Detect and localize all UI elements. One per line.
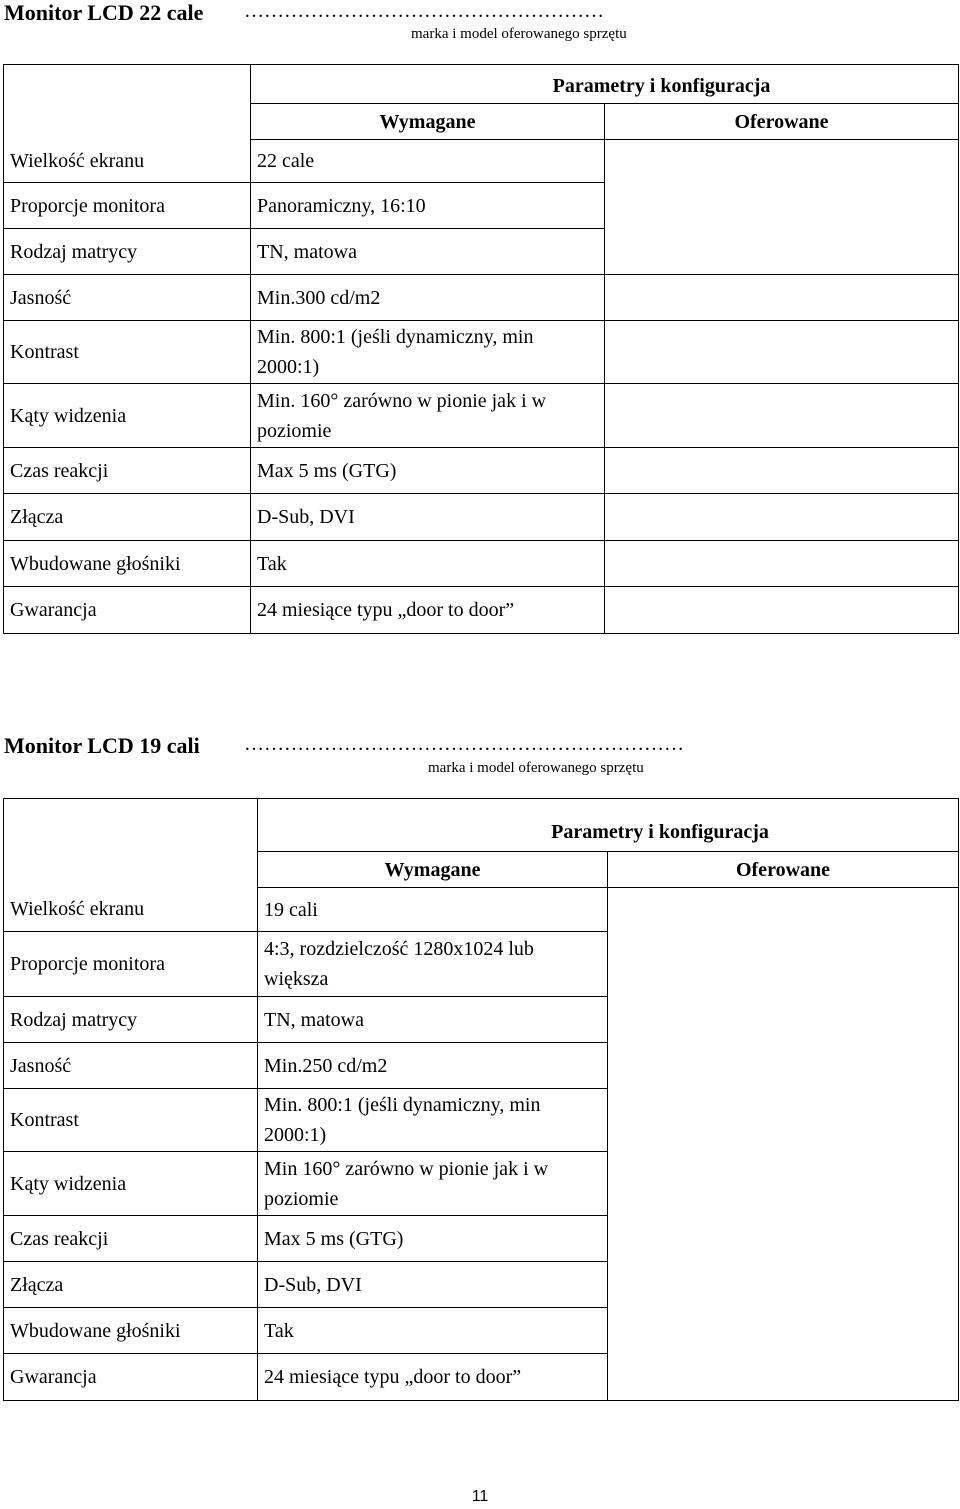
- param-offered: [605, 321, 959, 384]
- param-label: Gwarancja: [4, 1354, 258, 1401]
- param-label: Proporcje monitora: [4, 932, 258, 997]
- spacer-cell: [4, 65, 251, 104]
- param-required: D-Sub, DVI: [258, 1262, 608, 1308]
- param-label: Proporcje monitora: [4, 183, 251, 229]
- param-required: TN, matowa: [251, 229, 605, 275]
- param-required: Min.300 cd/m2: [251, 275, 605, 321]
- param-label: Czas reakcji: [4, 1216, 258, 1262]
- param-label: Kąty widzenia: [4, 384, 251, 448]
- section-title: Monitor LCD 19 cali: [4, 733, 200, 758]
- param-required: 24 miesiące typu „door to door”: [258, 1354, 608, 1401]
- section-title: Monitor LCD 22 cale: [4, 0, 204, 25]
- model-fill-line: …………………………………………………………: [244, 733, 684, 755]
- param-required: Min. 800:1 (jeśli dynamiczny, min 2000:1): [258, 1089, 608, 1152]
- param-offered: [608, 1262, 959, 1308]
- param-offered: [608, 888, 959, 932]
- param-label: Jasność: [4, 1043, 258, 1089]
- param-required: Min 160° zarówno w pionie jak i w poziomie: [258, 1152, 608, 1216]
- page-number: 11: [471, 1488, 489, 1505]
- spacer-cell: [4, 104, 251, 140]
- param-label: Rodzaj matrycy: [4, 229, 251, 275]
- param-label: Wbudowane głośniki: [4, 541, 251, 587]
- spacer-cell: [4, 799, 258, 852]
- param-required: Max 5 ms (GTG): [258, 1216, 608, 1262]
- param-required: TN, matowa: [258, 997, 608, 1043]
- param-offered: [608, 932, 959, 997]
- param-required: Panoramiczny, 16:10: [251, 183, 605, 229]
- param-offered: [608, 1216, 959, 1262]
- param-label: Rodzaj matrycy: [4, 997, 258, 1043]
- param-required: Tak: [258, 1308, 608, 1354]
- param-label: Wbudowane głośniki: [4, 1308, 258, 1354]
- param-offered: [608, 1308, 959, 1354]
- param-required: 24 miesiące typu „door to door”: [251, 587, 605, 634]
- spec-table: [3, 798, 959, 1401]
- param-offered: [605, 448, 959, 494]
- col-offered-header: Oferowane: [608, 852, 959, 888]
- param-label: Czas reakcji: [4, 448, 251, 494]
- param-offered: [608, 1089, 959, 1152]
- spacer-cell: [4, 852, 258, 888]
- param-offered: [605, 384, 959, 448]
- param-offered: [608, 1354, 959, 1401]
- param-label: Kontrast: [4, 321, 251, 384]
- param-offered: [605, 140, 959, 183]
- spec-table: [3, 64, 959, 634]
- param-required: Min.250 cd/m2: [258, 1043, 608, 1089]
- param-offered: [605, 229, 959, 275]
- param-required: Tak: [251, 541, 605, 587]
- param-offered: [608, 1152, 959, 1216]
- param-required: Min. 160° zarówno w pionie jak i w poziomie: [251, 384, 605, 448]
- model-fill-line: ………………………………………………: [244, 0, 604, 22]
- col-required-header: Wymagane: [251, 104, 605, 140]
- param-label: Wielkość ekranu: [4, 140, 251, 183]
- param-required: Max 5 ms (GTG): [251, 448, 605, 494]
- param-label: Złącza: [4, 494, 251, 541]
- param-offered: [608, 1043, 959, 1089]
- param-offered: [605, 587, 959, 634]
- header-group: Parametry i konfiguracja: [258, 799, 959, 852]
- param-label: Gwarancja: [4, 587, 251, 634]
- param-label: Kontrast: [4, 1089, 258, 1152]
- param-offered: [605, 183, 959, 229]
- param-offered: [605, 541, 959, 587]
- param-offered: [605, 275, 959, 321]
- param-offered: [605, 494, 959, 541]
- param-required: D-Sub, DVI: [251, 494, 605, 541]
- param-label: Złącza: [4, 1262, 258, 1308]
- param-required: 4:3, rozdzielczość 1280x1024 lub większa: [258, 932, 608, 997]
- param-required: 22 cale: [251, 140, 605, 183]
- col-required-header: Wymagane: [258, 852, 608, 888]
- param-label: Kąty widzenia: [4, 1152, 258, 1216]
- param-label: Jasność: [4, 275, 251, 321]
- param-required: Min. 800:1 (jeśli dynamiczny, min 2000:1): [251, 321, 605, 384]
- param-required: 19 cali: [258, 888, 608, 932]
- header-group: Parametry i konfiguracja: [251, 65, 959, 104]
- model-caption: marka i model oferowanego sprzętu: [428, 760, 644, 776]
- model-caption: marka i model oferowanego sprzętu: [411, 26, 627, 42]
- param-label: Wielkość ekranu: [4, 888, 258, 932]
- col-offered-header: Oferowane: [605, 104, 959, 140]
- param-offered: [608, 997, 959, 1043]
